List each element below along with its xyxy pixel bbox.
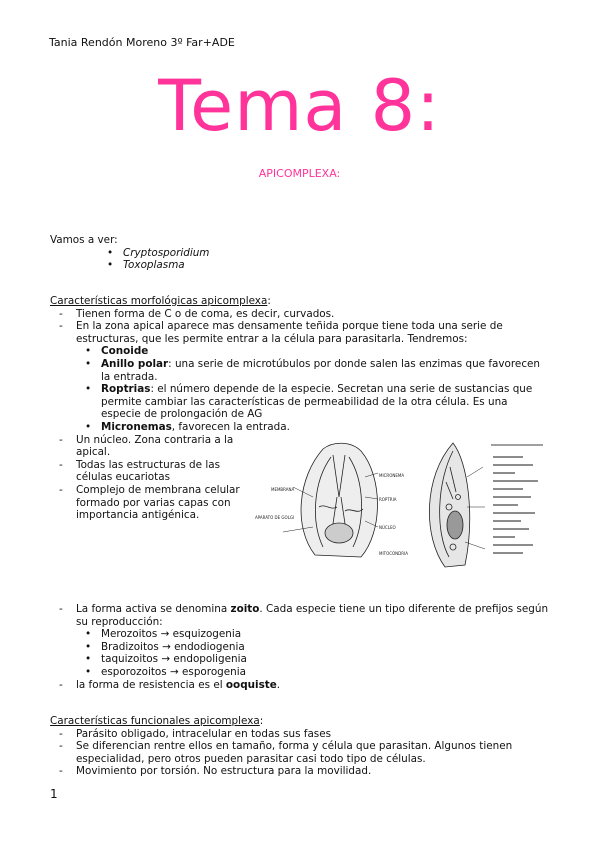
term-anillo-desc: : una serie de microtúbulos por donde salen las enzimas que favorecen la entrada. [101, 357, 541, 383]
list-item: - Se diferencian rentre ellos en tamaño, forma y célula que parasitan. Algunos tienen especialidad, pero otros pueden parasitar casi todo tipo de células. [50, 740, 550, 765]
term-roptrias: Roptrias [101, 383, 151, 396]
list-item: • Bradizoitos → endodiogenia [85, 641, 550, 654]
list-item-text: En la zona apical aparece mas densamente teñida porque tiene toda una serie de estructuras, que les permite entrar a la célula para parasitarla. Tendremos: [76, 320, 503, 345]
page-title: Tema 8: [158, 65, 441, 147]
func-heading [50, 715, 550, 728]
morph-heading-text: Características morfológicas apicomplexa [50, 295, 268, 307]
list-item: • taquizoitos → endopoligenia [85, 653, 550, 666]
label-micronema: MICRONEMA [379, 473, 405, 478]
func-heading-suffix: : [259, 715, 264, 727]
document-header: Tania Rendón Moreno 3º Far+ADE [49, 36, 235, 49]
list-item: - Complejo de membrana celular formado por varias capas con importancia antigénica. [50, 484, 255, 522]
structures-list [76, 345, 550, 433]
morph-heading-suffix: : [267, 295, 271, 307]
list-item: • Cryptosporidium [107, 247, 550, 260]
list-item: • Toxoplasma [107, 259, 550, 272]
list-item [85, 421, 550, 434]
resistance-term: ooquiste [225, 678, 277, 691]
term-conoide: Conoide [101, 345, 149, 358]
zoito-list [50, 603, 550, 691]
label-golgi: APARATO DE GOLGI [255, 515, 295, 520]
label-roptria: ROPTRIA [379, 497, 397, 502]
label-nucleo: NÚCLEO [379, 525, 396, 530]
intro-lead: Vamos a ver: [50, 234, 118, 246]
list-item [50, 320, 550, 433]
term-roptrias-desc: : el número depende de la especie. Secretan una serie de sustancias que permite cambiar las características de permeabilidad de la otra célula. Es una especie de prolongación de AG [101, 383, 533, 421]
zoito-section [50, 603, 550, 691]
list-item: • Merozoitos → esquizogenia [85, 628, 550, 641]
morph-list [50, 308, 550, 434]
intro-section [50, 234, 550, 272]
list-item: - Un núcleo. Zona contraria a la apical. [50, 434, 255, 459]
morph-heading [50, 295, 550, 308]
list-item: - Parásito obligado, intracelular en todas sus fases [50, 728, 550, 741]
term-anillo: Anillo polar [101, 357, 169, 370]
list-item: - Tienen forma de C o de coma, es decir, curvados. [50, 308, 550, 321]
term-micronemas: Micronemas [101, 420, 172, 433]
reproduction-list [76, 628, 550, 678]
list-item [85, 383, 550, 421]
func-heading-text: Características funcionales apicomplexa [50, 715, 260, 727]
page-number: 1 [50, 787, 58, 801]
zoito-post: . Cada especie tiene un tipo diferente de prefijos según su reproducción: [76, 603, 549, 628]
morph-list-narrow [50, 434, 255, 522]
term-micronemas-desc: , favorecen la entrada. [171, 420, 290, 433]
intro-list [50, 247, 550, 272]
list-item [85, 358, 550, 383]
list-item: • esporozoitos → esporogenia [85, 666, 550, 679]
section-subtitle: APICOMPLEXA: [258, 167, 341, 180]
list-item [85, 345, 550, 358]
resistance-post: . [276, 678, 281, 691]
list-item: - Movimiento por torsión. No estructura para la movilidad. [50, 765, 550, 778]
zoito-pre: La forma activa se denomina [76, 603, 231, 615]
label-mitocondria: MITOCONDRIA [379, 551, 408, 556]
label-membrana: MEMBRANA [271, 487, 295, 492]
list-item [50, 603, 550, 679]
func-section [50, 715, 550, 778]
func-list [50, 728, 550, 778]
list-item: - Todas las estructuras de las células eucariotas [50, 459, 255, 484]
list-item [50, 679, 550, 692]
apicomplexa-diagram [253, 437, 553, 572]
resistance-pre: la forma de resistencia es el [76, 678, 226, 691]
zoito-term: zoito [230, 603, 260, 615]
